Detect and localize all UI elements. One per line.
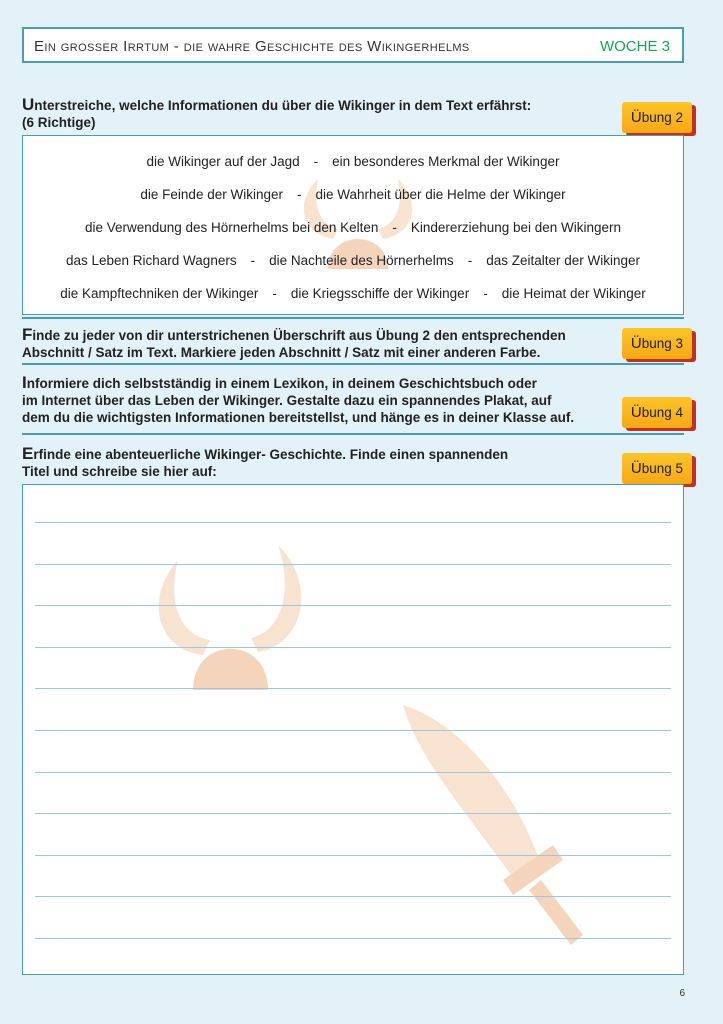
- page-header: [22, 27, 684, 63]
- topic-item[interactable]: die Wahrheit über die Helme der Wikinger: [315, 187, 566, 202]
- writing-line: [35, 564, 671, 565]
- story-writing-area[interactable]: [22, 484, 684, 975]
- writing-line: [35, 647, 671, 648]
- topic-separator: -: [392, 220, 397, 235]
- badge-uebung-2: Übung 2: [622, 102, 692, 133]
- topic-item[interactable]: die Kampftechniken der Wikinger: [60, 286, 259, 301]
- badge-uebung-3: Übung 3: [622, 328, 692, 359]
- writing-line: [35, 522, 671, 523]
- divider-1: [22, 317, 684, 319]
- divider-3: [22, 433, 684, 435]
- writing-line: [35, 730, 671, 731]
- task-uebung-2-instruction: Unterstreiche, welche Informationen du über die Wikinger in dem Text erfährst: (6 Richtige): [22, 95, 532, 130]
- topic-item[interactable]: Kindererziehung bei den Wikingern: [410, 220, 622, 235]
- badge-uebung-4: Übung 4: [622, 397, 692, 428]
- topic-item[interactable]: die Feinde der Wikinger: [140, 187, 283, 202]
- page-number: 6: [679, 988, 685, 999]
- topic-item[interactable]: das Zeitalter der Wikinger: [486, 253, 640, 268]
- topic-separator: -: [483, 286, 488, 301]
- writing-line: [35, 896, 671, 897]
- topic-separator: -: [313, 154, 319, 169]
- badge-uebung-5: Übung 5: [622, 453, 692, 484]
- week-label: WOCHE 3: [599, 38, 670, 55]
- topic-row: [23, 154, 683, 169]
- topic-separator: -: [272, 286, 277, 301]
- topic-item[interactable]: ein besonderes Merkmal der Wikinger: [332, 154, 560, 169]
- task-uebung-3-instruction: Finde zu jeder von dir unterstrichenen Überschrift aus Übung 2 den entsprechenden Abschnitt / Satz im Text. Markiere jeden Abschnitt / Satz mit einer anderen Farbe.: [22, 325, 566, 360]
- writing-line: [35, 605, 671, 606]
- topic-item[interactable]: die Verwendung des Hörnerhelms bei den Kelten: [84, 220, 379, 235]
- writing-line: [35, 938, 671, 939]
- topic-item[interactable]: die Kriegsschiffe der Wikinger: [290, 286, 470, 301]
- topics-box: [22, 135, 684, 315]
- topic-item[interactable]: die Nachteile des Hörnerhelms: [269, 253, 454, 268]
- writing-line: [35, 813, 671, 814]
- topic-separator: -: [467, 253, 473, 268]
- topic-row: [23, 187, 683, 202]
- task-uebung-5-instruction: Erfinde eine abenteuerliche Wikinger- Geschichte. Finde einen spannenden Titel und schreibe sie hier auf:: [22, 444, 509, 479]
- writing-line: [35, 688, 671, 689]
- topic-row: [23, 253, 683, 268]
- sword-watermark-icon: [393, 700, 613, 960]
- writing-line: [35, 772, 671, 773]
- topic-item[interactable]: die Heimat der Wikinger: [501, 286, 646, 301]
- divider-2: [22, 363, 684, 365]
- topic-separator: -: [250, 253, 256, 268]
- topic-row: [23, 220, 683, 235]
- task-uebung-4-instruction: Informiere dich selbstständig in einem Lexikon, in deinem Geschichtsbuch oder im Internet über das Leben der Wikinger. Gestalte dazu ein spannendes Plakat, auf dem du die wichtigsten Informationen bereitstellst, und hänge es in deiner Klasse auf.: [22, 373, 575, 425]
- topic-item[interactable]: das Leben Richard Wagners: [65, 253, 237, 268]
- topic-separator: -: [296, 187, 302, 202]
- worksheet-title: Ein grosser Irrtum - die wahre Geschichte des Wikingerhelms: [34, 38, 470, 55]
- writing-line: [35, 855, 671, 856]
- topic-item[interactable]: die Wikinger auf der Jagd: [146, 154, 300, 169]
- topic-row: [23, 286, 683, 301]
